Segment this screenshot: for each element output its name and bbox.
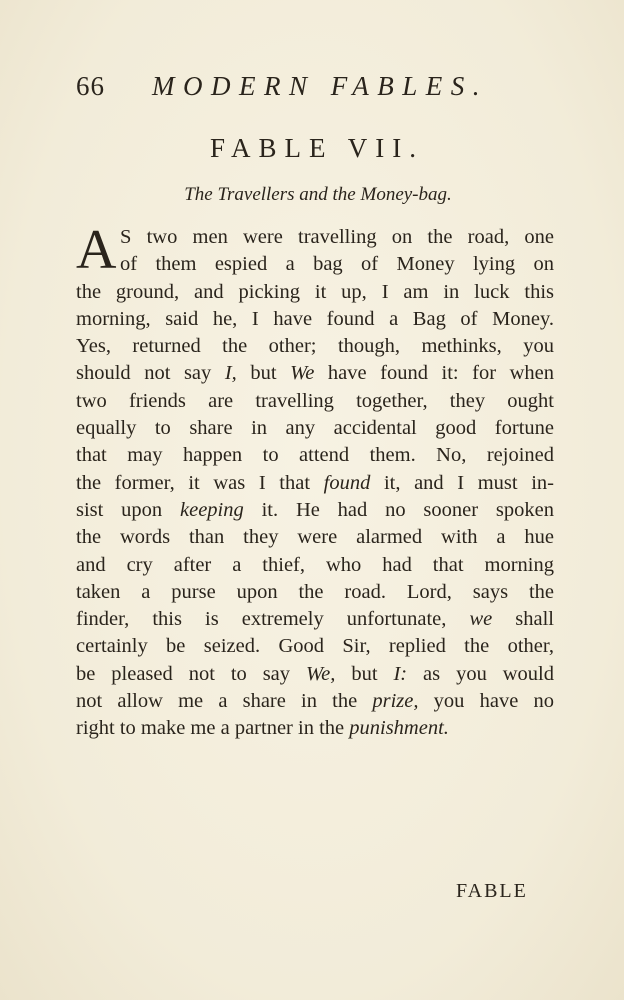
text-segment: should not say	[76, 362, 225, 385]
text-line	[76, 388, 554, 415]
text-line	[76, 633, 554, 660]
book-title: MODERN FABLES.	[152, 71, 488, 101]
fable-heading: FABLE VII.	[210, 133, 424, 163]
text-segment: as you would	[407, 662, 555, 685]
catchword: FABLE	[456, 880, 528, 902]
italic-text: prize,	[372, 690, 419, 713]
text-segment: that may happen to attend them. No, rejoined	[76, 444, 554, 467]
text-line	[76, 688, 554, 715]
text-line	[76, 661, 554, 688]
text-line	[76, 524, 554, 551]
text-line	[76, 497, 554, 524]
text-segment: sist upon	[76, 498, 181, 521]
italic-text: I,	[224, 362, 237, 385]
italic-text: I:	[393, 662, 408, 685]
italic-text: keeping	[180, 498, 244, 521]
text-line	[76, 333, 554, 360]
text-line	[76, 606, 554, 633]
text-segment: not allow me a share in the	[76, 690, 373, 713]
text-segment: the former, it was I that	[76, 471, 324, 494]
italic-text: We	[290, 362, 315, 385]
italic-text: We,	[305, 662, 336, 685]
text-segment: be pleased not to say	[76, 662, 306, 685]
text-segment: have found it: for when	[314, 362, 554, 385]
drop-cap: A	[76, 219, 117, 281]
text-segment: of them espied a bag of Money lying on	[120, 253, 554, 276]
text-segment: the words than they were alarmed with a hue	[76, 526, 554, 549]
page-number: 66	[76, 71, 105, 101]
text-line	[76, 360, 554, 387]
italic-text: we	[469, 608, 493, 631]
text-segment: morning, said he, I have found a Bag of Money.	[76, 307, 554, 330]
text-line	[76, 306, 554, 333]
text-segment: it, and I must in-	[370, 471, 554, 494]
text-line	[76, 552, 554, 579]
text-line	[76, 415, 554, 442]
running-head	[76, 66, 536, 106]
fable-subtitle: The Travellers and the Money-bag.	[184, 184, 452, 205]
text-line	[76, 470, 554, 497]
text-segment: two friends are travelling together, they ought	[76, 389, 554, 412]
italic-text: found	[323, 471, 371, 494]
text-line	[76, 224, 554, 251]
text-segment: you have no	[418, 690, 554, 713]
text-segment: certainly be seized. Good Sir, replied the other,	[76, 635, 554, 658]
text-segment: Yes, returned the other; though, methinks, you	[76, 335, 554, 358]
text-segment: the ground, and picking it up, I am in luck this	[76, 280, 554, 303]
text-line	[76, 579, 554, 606]
text-line	[76, 251, 554, 278]
text-segment: it. He had no sooner spoken	[243, 498, 554, 521]
italic-text: punishment.	[349, 717, 449, 740]
text-segment: taken a purse upon the road. Lord, says the	[76, 580, 554, 603]
text-segment: shall	[492, 608, 554, 631]
text-segment: right to make me a partner in the	[76, 717, 350, 740]
text-segment: and cry after a thief, who had that morning	[76, 553, 554, 576]
text-line	[76, 442, 554, 469]
text-line	[76, 715, 554, 742]
text-segment: but	[335, 662, 394, 685]
fable-body	[76, 219, 555, 743]
text-segment: S two men were travelling on the road, one	[120, 226, 554, 248]
text-segment: equally to share in any accidental good fortune	[76, 417, 554, 440]
text-segment: finder, this is extremely unfortunate,	[76, 608, 470, 631]
text-line	[76, 279, 554, 306]
text-segment: but	[236, 362, 291, 385]
